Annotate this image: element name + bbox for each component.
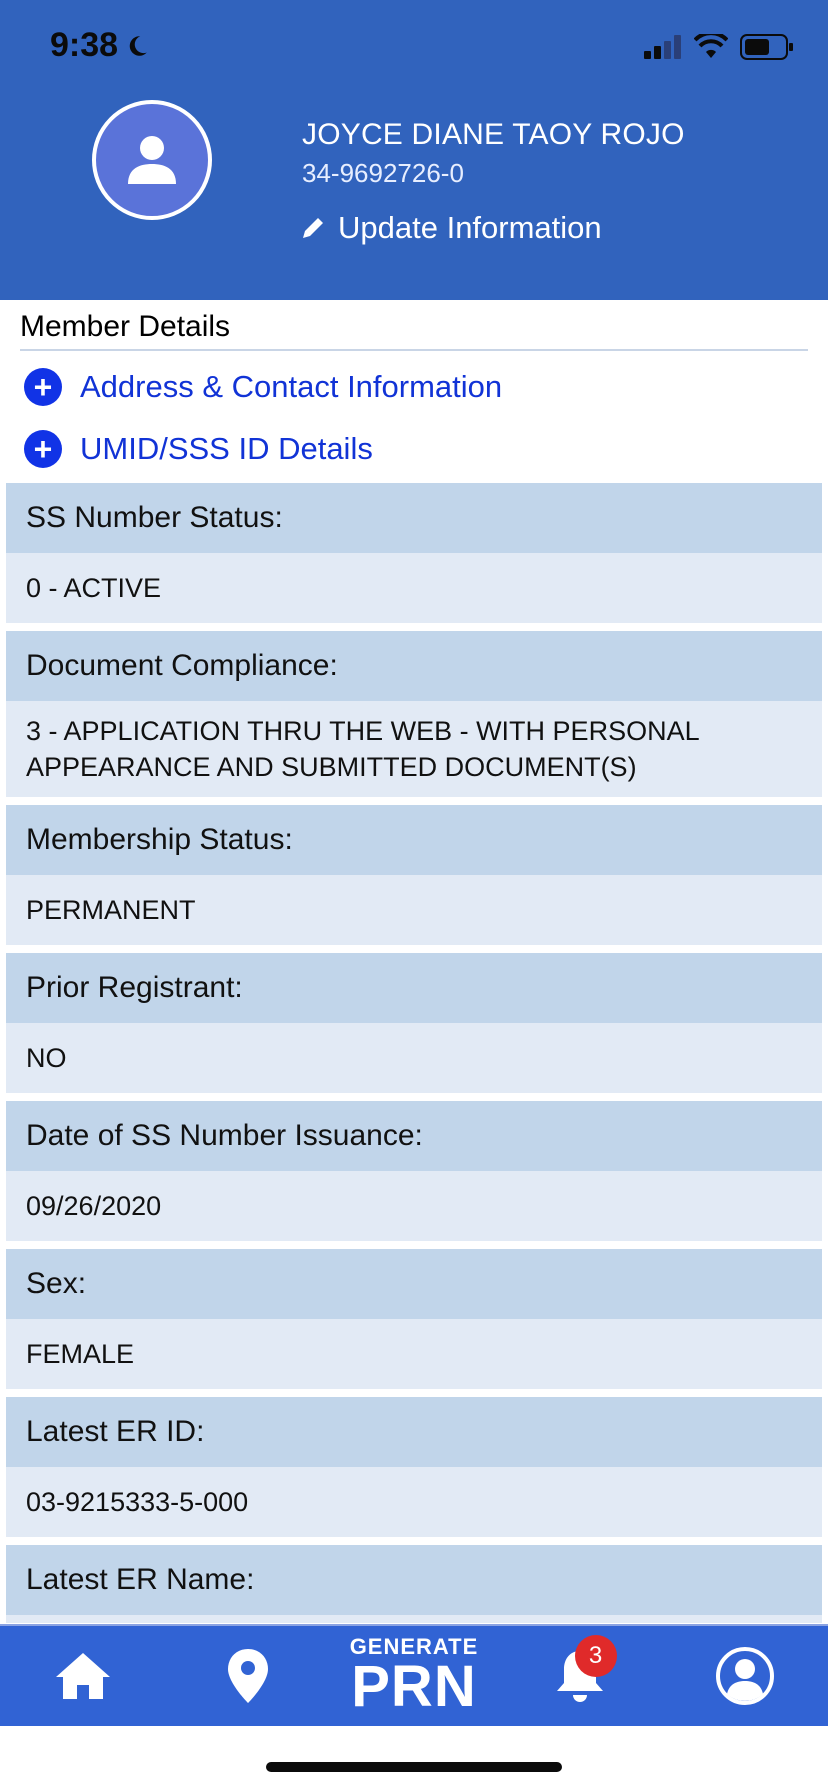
member-name: JOYCE DIANE TAOY ROJO [302,118,685,151]
signal-icon [644,35,682,59]
detail-issuance-date [6,1101,822,1241]
nav-location[interactable] [193,1631,303,1721]
detail-latest-er-name [6,1545,822,1623]
umid-sss-expander[interactable] [24,430,373,468]
detail-label: Date of SS Number Issuance: [6,1101,822,1171]
update-information-button[interactable] [300,210,602,246]
user-icon [124,132,180,188]
detail-prior-registrant [6,953,822,1093]
section-divider [20,349,808,351]
profile-header [0,0,828,300]
detail-latest-er-id [6,1397,822,1537]
nav-generate-prn[interactable] [349,1631,479,1721]
avatar [92,100,212,220]
nav-profile[interactable] [690,1631,800,1721]
detail-label: Latest ER ID: [6,1397,822,1467]
detail-sex [6,1249,822,1389]
status-time-text: 9:38 [50,26,119,64]
detail-value: NO [6,1023,822,1093]
home-indicator[interactable] [266,1762,562,1772]
detail-membership-status [6,805,822,945]
detail-label: Prior Registrant: [6,953,822,1023]
address-contact-expander[interactable] [24,368,502,406]
prn-label: PRN [351,1654,477,1719]
battery-icon [740,34,794,60]
detail-value: FEMALE [6,1319,822,1389]
update-information-label: Update Information [338,210,602,245]
pencil-icon [300,215,326,241]
generate-label: GENERATE [349,1634,479,1659]
detail-label: Latest ER Name: [6,1545,822,1615]
detail-value: PERMANENT [6,875,822,945]
status-time [50,26,150,65]
status-icons [644,34,794,60]
generate-prn-logo [349,1634,479,1719]
profile-icon [715,1646,775,1706]
nav-home[interactable] [28,1631,138,1721]
detail-label: Document Compliance: [6,631,822,701]
plus-icon: + [24,368,62,406]
detail-label: Membership Status: [6,805,822,875]
notification-badge: 3 [575,1635,617,1677]
location-pin-icon [226,1647,270,1705]
detail-document-compliance [6,631,822,797]
nav-notifications[interactable] [525,1631,635,1721]
umid-sss-label: UMID/SSS ID Details [80,431,373,466]
detail-ss-number-status [6,483,822,623]
plus-icon: + [24,430,62,468]
address-contact-label: Address & Contact Information [80,369,503,404]
moon-icon [124,33,150,59]
detail-label: SS Number Status: [6,483,822,553]
wifi-icon [694,34,728,60]
member-details-list[interactable] [6,483,822,1623]
detail-value: 0 - ACTIVE [6,553,822,623]
member-ss-number: 34-9692726-0 [302,158,464,188]
detail-value: 03-9215333-5-000 [6,1467,822,1537]
detail-value [6,1615,822,1623]
member-details-title: Member Details [20,310,231,343]
home-icon [54,1651,112,1701]
detail-label: Sex: [6,1249,822,1319]
bottom-nav [0,1624,828,1726]
detail-value: 09/26/2020 [6,1171,822,1241]
detail-value: 3 - APPLICATION THRU THE WEB - WITH PERSONAL APPEARANCE AND SUBMITTED DOCUMENT(S) [6,701,822,797]
